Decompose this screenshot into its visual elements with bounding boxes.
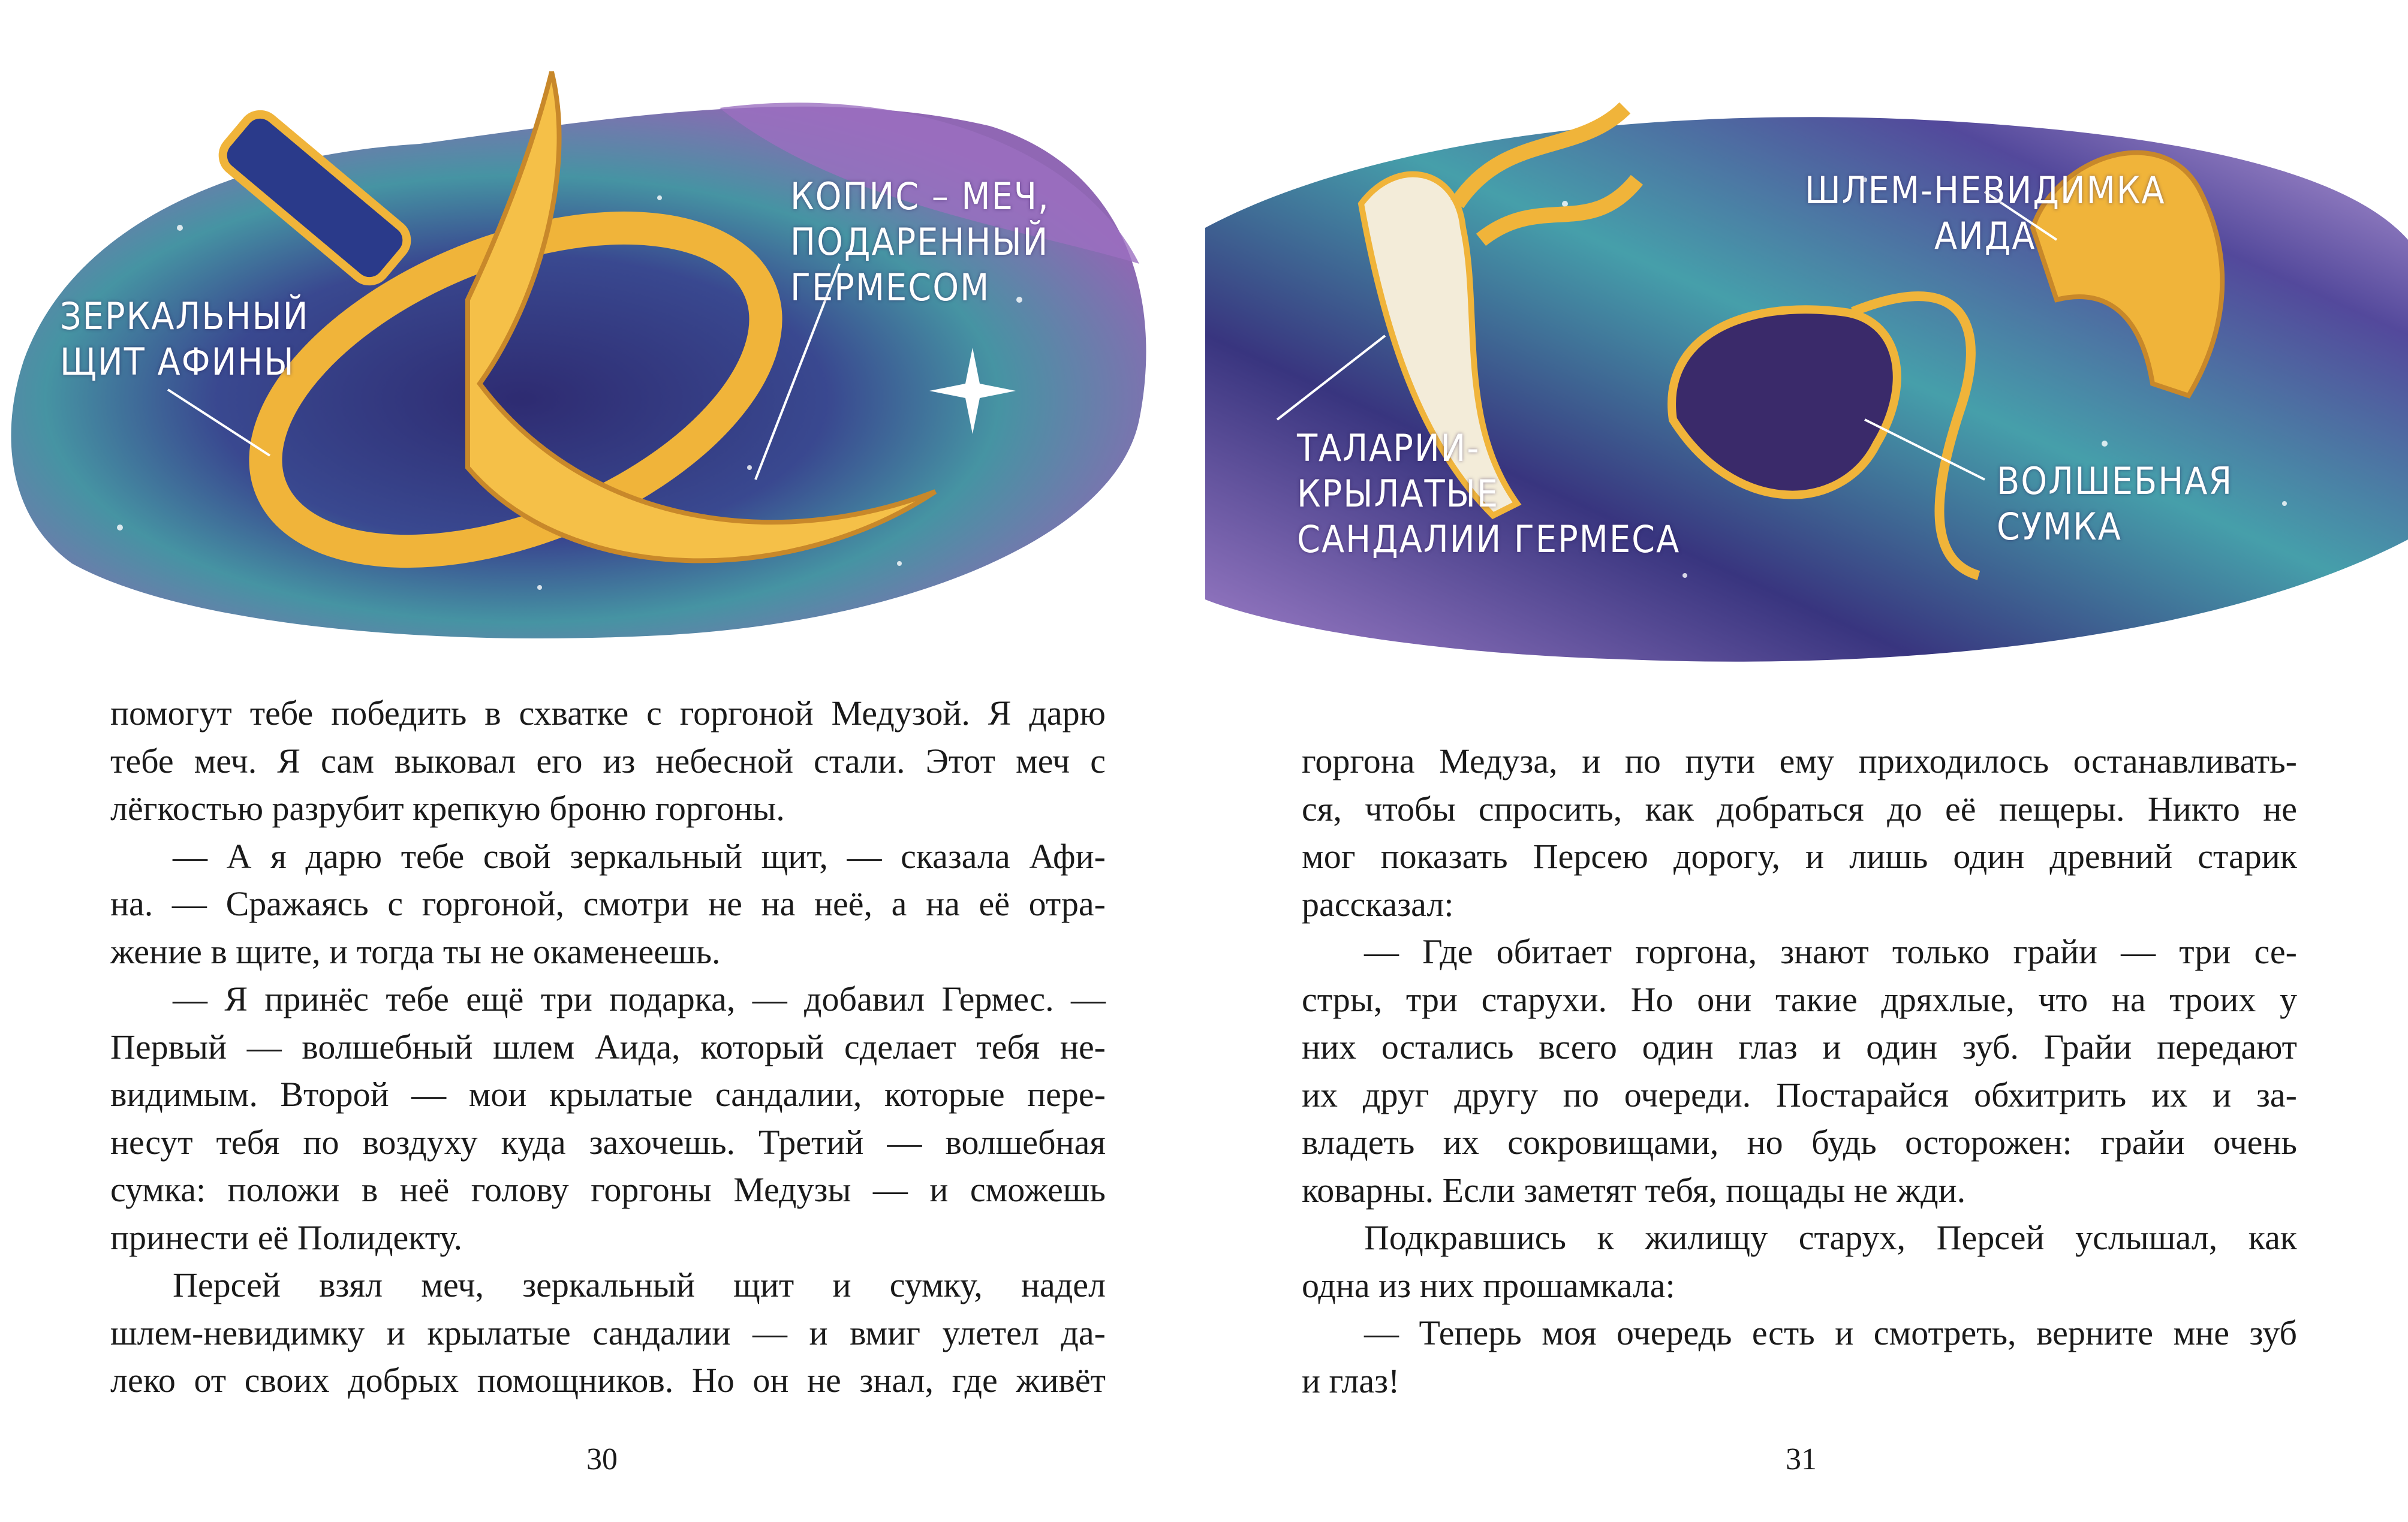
text-line: жение в щите, и тогда ты не окаменеешь. [110, 932, 721, 971]
right-page-text [1302, 737, 2297, 1405]
text-line: Подкравшись к жилищу старух, Персей услышал, как [1364, 1218, 2297, 1257]
label-line: ТАЛАРИИ- [1297, 426, 1480, 470]
label-line: АИДА [1934, 214, 2036, 258]
label-line: КОПИС – МЕЧ, [790, 174, 1050, 218]
text-line: — Я принёс тебе ещё три подарка, — добавил Гермес. — [173, 979, 1106, 1018]
text-line: Первый — волшебный шлем Аида, который сделает тебя не- [110, 1027, 1106, 1066]
text-line: и глаз! [1302, 1361, 1400, 1400]
text-line: видимым. Второй — мои крылатые сандалии, которые пере- [110, 1075, 1106, 1114]
text-line: тебе меч. Я сам выковал его из небесной стали. Этот меч с [110, 741, 1106, 780]
label-line: ВОЛШЕБНАЯ [1997, 459, 2234, 503]
text-line: мог показать Персею дорогу, и лишь один древний старик [1302, 837, 2297, 876]
text-line: несут тебя по воздуху куда захочешь. Третий — волшебная [110, 1122, 1106, 1162]
page-number-left: 30 [586, 1442, 618, 1476]
text-line: — А я дарю тебе свой зеркальный щит, — сказала Афи- [173, 836, 1106, 876]
label-talaria-sandals [1297, 426, 1680, 562]
text-line: на. — Сражаясь с горгоной, смотри не на неё, а на её отра- [110, 884, 1106, 923]
text-line: них остались всего один глаз и один зуб. Грайи передают [1302, 1027, 2297, 1066]
text-line: лёгкостью разрубит крепкую броню горгоны. [110, 789, 785, 828]
label-line: САНДАЛИИ ГЕРМЕСА [1297, 517, 1681, 561]
text-line: горгона Медуза, и по пути ему приходилось останавливать- [1302, 742, 2297, 780]
text-line: коварны. Если заметят тебя, пощады не жди. [1302, 1170, 1966, 1210]
left-page-text [110, 689, 1106, 1405]
label-kopis-sword [790, 174, 1050, 311]
label-line: ГЕРМЕСОМ [790, 266, 991, 309]
text-line: одна из них прошамкала: [1302, 1265, 1675, 1305]
page-number-right: 31 [1786, 1442, 1817, 1476]
text-line: сумка: положи в неё голову горгоны Медузы — и сможешь [110, 1170, 1106, 1209]
text-line: их друг другу по очереди. Постарайся обхитрить их и за- [1302, 1075, 2297, 1114]
label-line: ЩИТ АФИНЫ [60, 340, 295, 384]
text-line: леко от своих добрых помощников. Но он не знал, где живёт [110, 1361, 1106, 1400]
label-line: ЗЕРКАЛЬНЫЙ [60, 294, 309, 338]
text-line: помогут тебе победить в схватке с горгоной Медузой. Я дарю [110, 694, 1106, 733]
text-line: стры, три старухи. Но они такие дряхлые, что на троих у [1302, 979, 2297, 1019]
label-line: ПОДАРЕННЫЙ [790, 220, 1049, 264]
label-line: СУМКА [1997, 505, 2122, 548]
label-line: КРЫЛАТЫЕ [1297, 472, 1500, 516]
text-line: ся, чтобы спросить, как добраться до её пещеры. Никто не [1302, 789, 2297, 828]
text-line: владеть их сокровищами, но будь осторожен: грайи очень [1302, 1123, 2297, 1162]
label-helmet-of-hades [1805, 168, 2166, 259]
text-line: Персей взял меч, зеркальный щит и сумку, надел [173, 1265, 1106, 1304]
text-line: — Теперь моя очередь есть и смотреть, верните мне зуб [1364, 1313, 2297, 1352]
label-line: ШЛЕМ-НЕВИДИМКА [1805, 168, 2166, 212]
label-mirror-shield [60, 294, 309, 385]
text-line: шлем-невидимку и крылатые сандалии — и вмиг улетел да- [110, 1313, 1106, 1352]
text-line: рассказал: [1302, 884, 1454, 924]
text-line: принести её Полидекту. [110, 1217, 462, 1257]
label-magic-bag [1997, 459, 2233, 550]
text-line: — Где обитает горгона, знают только грайи — три се- [1364, 932, 2297, 971]
